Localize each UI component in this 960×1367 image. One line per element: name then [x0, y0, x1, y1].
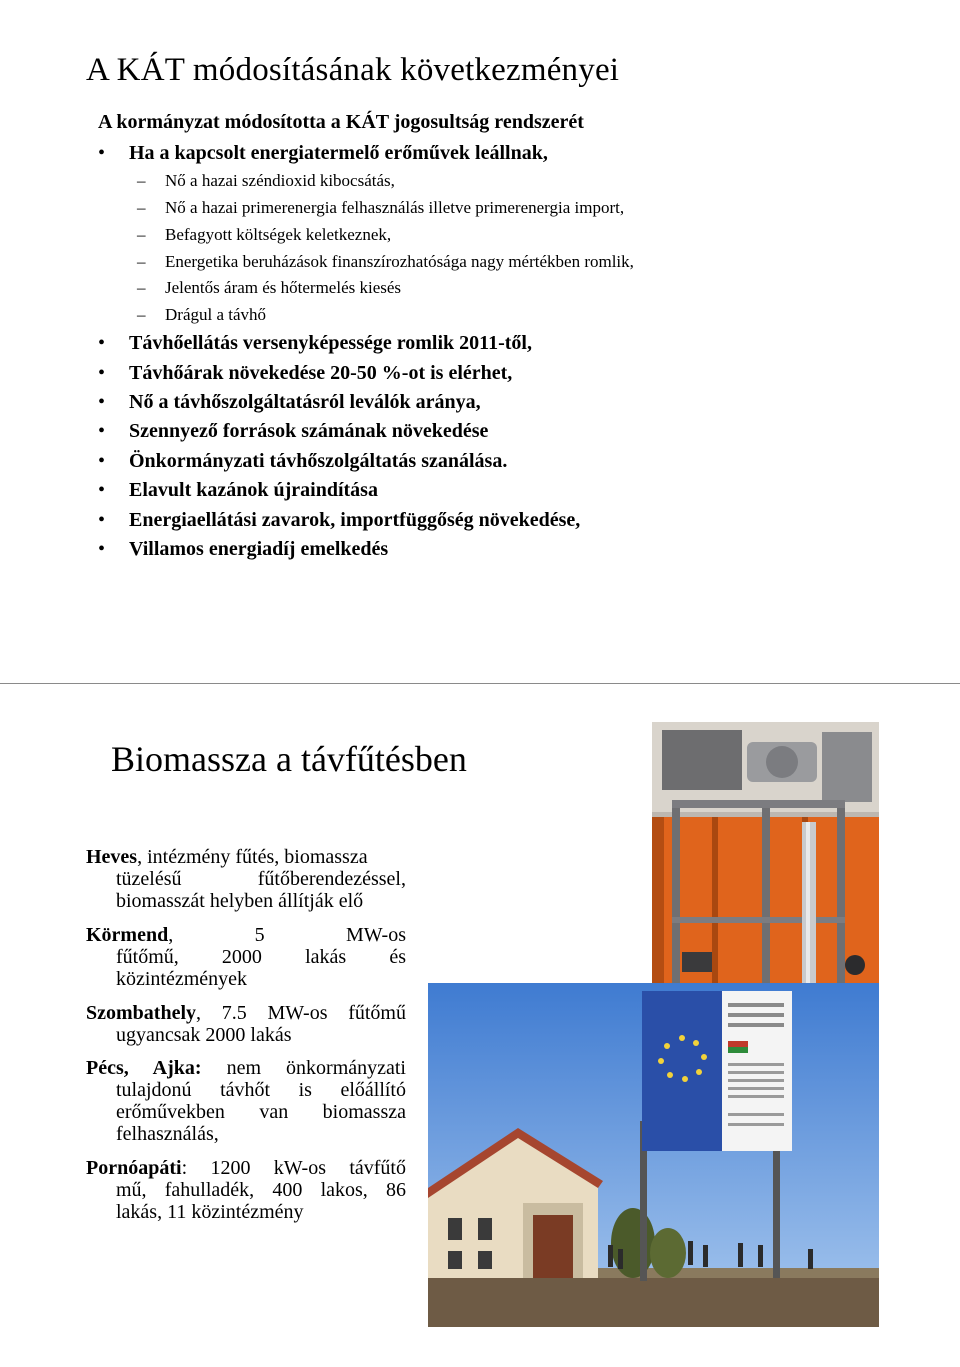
- paragraph-line: Szombathely, 7.5 MW-os fűtőmű: [86, 1002, 406, 1024]
- list-item-text: Szennyező források számának növekedése: [129, 420, 489, 442]
- paragraph-szombathely: [86, 1002, 406, 1046]
- list-item-text: Energiaellátási zavarok, importfüggőség növekedése,: [129, 509, 581, 531]
- bullet-icon: •: [98, 391, 106, 413]
- list-item-text: Villamos energiadíj emelkedés: [129, 538, 389, 560]
- dash-icon: –: [137, 225, 146, 244]
- paragraph-line: fűtőmű, 2000 lakás és: [116, 946, 406, 968]
- paragraph-line: tulajdonú távhőt is előállító: [116, 1079, 406, 1101]
- dash-icon: –: [137, 171, 146, 190]
- place-name: Pécs, Ajka:: [86, 1057, 202, 1079]
- slide1-title: A KÁT módosításának következményei: [86, 52, 620, 88]
- place-name: Körmend: [86, 924, 169, 946]
- paragraph-heves: [86, 846, 406, 912]
- slide-divider: [0, 683, 960, 684]
- dash-icon: –: [137, 198, 146, 217]
- place-name: Pornóapáti: [86, 1157, 182, 1179]
- list-item-text: Energetika beruházások finanszírozhatósága nagy mértékben romlik,: [165, 252, 634, 271]
- slide2-title: Biomassza a távfűtésben: [111, 739, 467, 779]
- paragraph-line: Heves, intézmény fűtés, biomassza: [86, 846, 368, 868]
- place-name: Szombathely: [86, 1002, 196, 1024]
- list-item-text: Ha a kapcsolt energiatermelő erőművek leállnak,: [129, 142, 548, 164]
- paragraph-line: Pornóapáti: 1200 kW-os távfűtő: [86, 1157, 406, 1179]
- list-item-text: Nő a hazai primerenergia felhasználás illetve primerenergia import,: [165, 198, 625, 217]
- list-item-text: Drágul a távhő: [165, 305, 267, 324]
- dash-icon: –: [137, 305, 146, 324]
- list-item-text: Elavult kazánok újraindítása: [129, 479, 378, 501]
- paragraph-line: ugyancsak 2000 lakás: [116, 1024, 292, 1046]
- paragraph-line: erőművekben van biomassza: [116, 1101, 406, 1123]
- bullet-icon: •: [98, 420, 106, 442]
- paragraph-line: felhasználás,: [116, 1123, 219, 1145]
- list-item-text: Távhőellátás versenyképessége romlik 2011-től,: [129, 332, 532, 354]
- place-name: Heves: [86, 846, 138, 868]
- paragraph-line: biomasszát helyben állítják elő: [116, 890, 364, 912]
- paragraph-line: lakás, 11 közintézmény: [116, 1201, 304, 1223]
- paragraph-pecs-ajka: [86, 1057, 406, 1145]
- bullet-icon: •: [98, 332, 106, 354]
- bullet-icon: •: [98, 479, 106, 501]
- list-item-text: Jelentős áram és hőtermelés kiesés: [165, 278, 402, 297]
- dash-icon: –: [137, 252, 146, 271]
- dash-icon: –: [137, 278, 146, 297]
- biomass-plant-photo: [428, 983, 879, 1327]
- slide1-intro: A kormányzat módosította a KÁT jogosultság rendszerét: [98, 111, 584, 133]
- paragraph-line: Körmend, 5 MW-os: [86, 924, 406, 946]
- bullet-icon: •: [98, 450, 106, 472]
- paragraph-kormend: [86, 924, 406, 990]
- paragraph-pornoapati: [86, 1157, 406, 1223]
- list-item-text: Távhőárak növekedése 20-50 %-ot is elérhet,: [129, 362, 513, 384]
- bullet-icon: •: [98, 142, 106, 164]
- list-item-text: Nő a távhőszolgáltatásról leválók aránya,: [129, 391, 481, 413]
- paragraph-line: tüzelésű fűtőberendezéssel,: [116, 868, 406, 890]
- list-item-text: Önkormányzati távhőszolgáltatás szanálása.: [129, 450, 508, 472]
- list-item-text: Nő a hazai széndioxid kibocsátás,: [165, 171, 395, 190]
- bullet-icon: •: [98, 538, 106, 560]
- bullet-icon: •: [98, 362, 106, 384]
- paragraph-line: mű, fahulladék, 400 lakos, 86: [116, 1179, 406, 1201]
- paragraph-line: közintézmények: [116, 968, 248, 990]
- bullet-icon: •: [98, 509, 106, 531]
- list-item-text: Befagyott költségek keletkeznek,: [165, 225, 392, 244]
- paragraph-line: Pécs, Ajka: nem önkormányzati: [86, 1057, 406, 1079]
